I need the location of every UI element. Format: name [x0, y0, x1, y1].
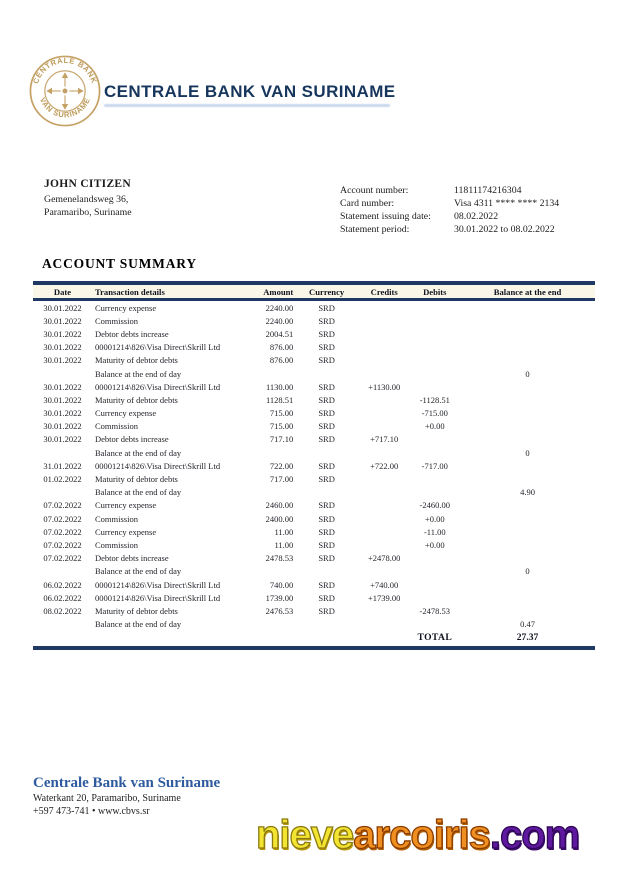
svg-text:CENTRALE BANK: CENTRALE BANK	[31, 55, 99, 85]
cell-currency: SRD	[318, 579, 335, 590]
watermark-part3: .com	[489, 813, 580, 857]
issuing-date-label: Statement issuing date:	[340, 211, 431, 222]
table-row	[33, 446, 595, 459]
cell-date: 07.02.2022	[43, 553, 82, 564]
cell-details: 00001214\826\Visa Direct\Skrill Ltd	[95, 342, 221, 353]
cell-debits: -11.00	[423, 526, 446, 537]
cell-amount: 2240.00	[265, 302, 294, 313]
account-number-row	[340, 184, 559, 197]
cell-currency: SRD	[318, 500, 335, 511]
cell-date: 08.02.2022	[43, 605, 82, 616]
cell-debits: +0.00	[424, 513, 445, 524]
cell-amount: 2240.00	[265, 315, 294, 326]
cell-date: 30.01.2022	[43, 302, 82, 313]
table-row	[33, 486, 595, 499]
cell-currency: SRD	[318, 355, 335, 366]
cell-currency: SRD	[318, 526, 335, 537]
cell-balance: 4.90	[520, 487, 535, 498]
cell-currency: SRD	[318, 394, 335, 405]
table-row	[33, 499, 595, 512]
table-row	[33, 301, 595, 314]
cell-amount: 2478.53	[265, 553, 294, 564]
cell-amount: 1130.00	[265, 381, 294, 392]
cell-details: Commission	[95, 513, 138, 524]
cell-credits: +2478.00	[368, 553, 401, 564]
cell-debits: -1128.51	[419, 394, 450, 405]
cell-date: 30.01.2022	[43, 408, 82, 419]
cell-date: 31.01.2022	[43, 460, 82, 471]
column-header-currency: Currency	[309, 286, 345, 297]
cell-amount: 740.00	[269, 579, 294, 590]
cell-details: 00001214\826\Visa Direct\Skrill Ltd	[95, 460, 221, 471]
cell-currency: SRD	[318, 592, 335, 603]
cell-credits: +740.00	[370, 579, 399, 590]
cell-amount: 2004.51	[265, 328, 294, 339]
cell-balance: 0.47	[520, 619, 535, 630]
cell-details: Maturity of debtor debts	[95, 394, 178, 405]
account-info-block	[340, 184, 559, 236]
bank-logo-seal	[29, 55, 101, 127]
cell-date: 30.01.2022	[43, 342, 82, 353]
column-header-credits: Credits	[370, 286, 398, 297]
total-value: 27.37	[516, 632, 539, 644]
cell-details: Balance at the end of day	[95, 368, 182, 379]
cell-amount: 2476.53	[265, 605, 294, 616]
cell-currency: SRD	[318, 474, 335, 485]
cell-details: Currency expense	[95, 302, 157, 313]
table-header-row	[33, 281, 595, 301]
cell-date: 07.02.2022	[43, 539, 82, 550]
cell-details: 00001214\826\Visa Direct\Skrill Ltd	[95, 381, 221, 392]
table-row	[33, 341, 595, 354]
cell-credits: +1130.00	[368, 381, 401, 392]
cell-date: 30.01.2022	[43, 315, 82, 326]
table-row	[33, 459, 595, 472]
cell-details: Debtor debts increase	[95, 553, 169, 564]
table-row	[33, 433, 595, 446]
cell-details: Balance at the end of day	[95, 619, 182, 630]
cell-currency: SRD	[318, 408, 335, 419]
cell-details: Maturity of debtor debts	[95, 355, 178, 366]
cell-currency: SRD	[318, 328, 335, 339]
table-row	[33, 618, 595, 631]
customer-name: JOHN CITIZEN	[44, 178, 131, 190]
table-row	[33, 578, 595, 591]
cell-date: 30.01.2022	[43, 421, 82, 432]
cell-details: Debtor debts increase	[95, 434, 169, 445]
cell-details: Currency expense	[95, 408, 157, 419]
cell-details: 00001214\826\Visa Direct\Skrill Ltd	[95, 592, 221, 603]
cell-credits: +1739.00	[368, 592, 401, 603]
table-row	[33, 367, 595, 380]
statement-period-label: Statement period:	[340, 224, 410, 235]
cell-date: 30.01.2022	[43, 434, 82, 445]
cell-amount: 722.00	[269, 460, 294, 471]
svg-text:VAN SURINAME: VAN SURINAME	[37, 96, 93, 120]
table-row	[33, 472, 595, 485]
cell-details: Currency expense	[95, 500, 157, 511]
cell-amount: 715.00	[269, 421, 294, 432]
cell-amount: 11.00	[274, 526, 294, 537]
card-number-row	[340, 197, 559, 210]
table-row	[33, 552, 595, 565]
column-header-date: Date	[53, 286, 72, 297]
cell-details: Commission	[95, 539, 138, 550]
cell-balance: 0	[525, 447, 530, 458]
table-row	[33, 538, 595, 551]
column-header-debits: Debits	[423, 286, 447, 297]
footer-address: Waterkant 20, Paramaribo, Suriname	[33, 793, 181, 804]
cell-details: Balance at the end of day	[95, 566, 182, 577]
cell-amount: 1128.51	[265, 394, 294, 405]
total-row	[33, 631, 595, 645]
cell-debits: -2478.53	[419, 605, 451, 616]
cell-balance: 0	[525, 566, 530, 577]
footer-bank-name: Centrale Bank van Suriname	[33, 775, 221, 791]
cell-details: Maturity of debtor debts	[95, 474, 178, 485]
table-bottom-border	[33, 646, 595, 651]
cell-amount: 2460.00	[265, 500, 294, 511]
watermark-logo	[256, 811, 579, 859]
issuing-date-row	[340, 210, 559, 223]
customer-block	[44, 178, 132, 219]
table-row	[33, 327, 595, 340]
cell-date: 07.02.2022	[43, 500, 82, 511]
cell-details: Balance at the end of day	[95, 447, 182, 458]
table-row	[33, 393, 595, 406]
total-label: TOTAL	[417, 632, 453, 644]
summary-table-body	[33, 301, 595, 631]
table-row	[33, 420, 595, 433]
account-summary-title: ACCOUNT SUMMARY	[42, 256, 197, 271]
watermark-part1: nieve	[256, 813, 354, 857]
cell-debits: -2460.00	[419, 500, 451, 511]
cell-currency: SRD	[318, 513, 335, 524]
column-header-balance: Balance at the end	[493, 286, 562, 297]
account-summary-table	[33, 281, 595, 650]
cell-amount: 717.10	[269, 434, 294, 445]
cell-details: Commission	[95, 421, 138, 432]
cell-details: Commission	[95, 315, 138, 326]
issuing-date-value: 08.02.2022	[454, 211, 499, 222]
cell-currency: SRD	[318, 539, 335, 550]
cell-details: Balance at the end of day	[95, 487, 182, 498]
table-row	[33, 565, 595, 578]
cell-balance: 0	[525, 368, 530, 379]
cell-currency: SRD	[318, 553, 335, 564]
cell-debits: +0.00	[424, 539, 445, 550]
cell-date: 30.01.2022	[43, 328, 82, 339]
cell-currency: SRD	[318, 421, 335, 432]
bank-seal-icon	[29, 55, 101, 127]
table-row	[33, 591, 595, 604]
cell-credits: +717.10	[370, 434, 399, 445]
column-header-transaction-details: Transaction details	[95, 286, 165, 297]
cell-date: 01.02.2022	[43, 474, 82, 485]
cell-details: Maturity of debtor debts	[95, 605, 178, 616]
cell-details: 00001214\826\Visa Direct\Skrill Ltd	[95, 579, 221, 590]
cell-date: 06.02.2022	[43, 592, 82, 603]
table-row	[33, 604, 595, 617]
cell-credits: +722.00	[370, 460, 399, 471]
cell-amount: 2400.00	[265, 513, 294, 524]
table-row	[33, 525, 595, 538]
cell-date: 30.01.2022	[43, 394, 82, 405]
cell-currency: SRD	[318, 302, 335, 313]
customer-address-line1: Gemenelandsweg 36,	[44, 194, 129, 205]
table-row	[33, 407, 595, 420]
watermark-part2: arcoiris	[353, 813, 490, 857]
footer-contact: +597 473-741 • www.cbvs.sr	[33, 806, 150, 817]
cell-details: Currency expense	[95, 526, 157, 537]
cell-amount: 876.00	[269, 355, 294, 366]
cell-date: 06.02.2022	[43, 579, 82, 590]
account-number-label: Account number:	[340, 185, 409, 196]
cell-currency: SRD	[318, 434, 335, 445]
column-header-amount: Amount	[263, 286, 294, 297]
cell-debits: -715.00	[421, 408, 448, 419]
cell-date: 30.01.2022	[43, 381, 82, 392]
cell-amount: 717.00	[269, 474, 294, 485]
table-row	[33, 512, 595, 525]
footer-block	[33, 777, 220, 818]
table-row	[33, 354, 595, 367]
table-row	[33, 314, 595, 327]
statement-period-value: 30.01.2022 to 08.02.2022	[454, 224, 555, 235]
account-number-value: 11811174216304	[454, 185, 522, 196]
cell-amount: 876.00	[269, 342, 294, 353]
cell-currency: SRD	[318, 605, 335, 616]
cell-details: Debtor debts increase	[95, 328, 169, 339]
bank-name-header: CENTRALE BANK VAN SURINAME	[104, 82, 396, 101]
cell-currency: SRD	[318, 381, 335, 392]
cell-amount: 11.00	[274, 539, 294, 550]
cell-date: 07.02.2022	[43, 526, 82, 537]
card-number-label: Card number:	[340, 198, 395, 209]
card-number-value: Visa 4311 **** **** 2134	[454, 198, 560, 209]
title-underline-decoration	[104, 104, 390, 107]
cell-currency: SRD	[318, 315, 335, 326]
table-row	[33, 380, 595, 393]
cell-debits: +0.00	[424, 421, 445, 432]
cell-currency: SRD	[318, 460, 335, 471]
cell-date: 30.01.2022	[43, 355, 82, 366]
customer-address-line2: Paramaribo, Suriname	[44, 207, 132, 218]
cell-amount: 715.00	[269, 408, 294, 419]
cell-debits: -717.00	[421, 460, 448, 471]
statement-period-row	[340, 223, 559, 236]
cell-date: 07.02.2022	[43, 513, 82, 524]
cell-amount: 1739.00	[265, 592, 294, 603]
cell-currency: SRD	[318, 342, 335, 353]
